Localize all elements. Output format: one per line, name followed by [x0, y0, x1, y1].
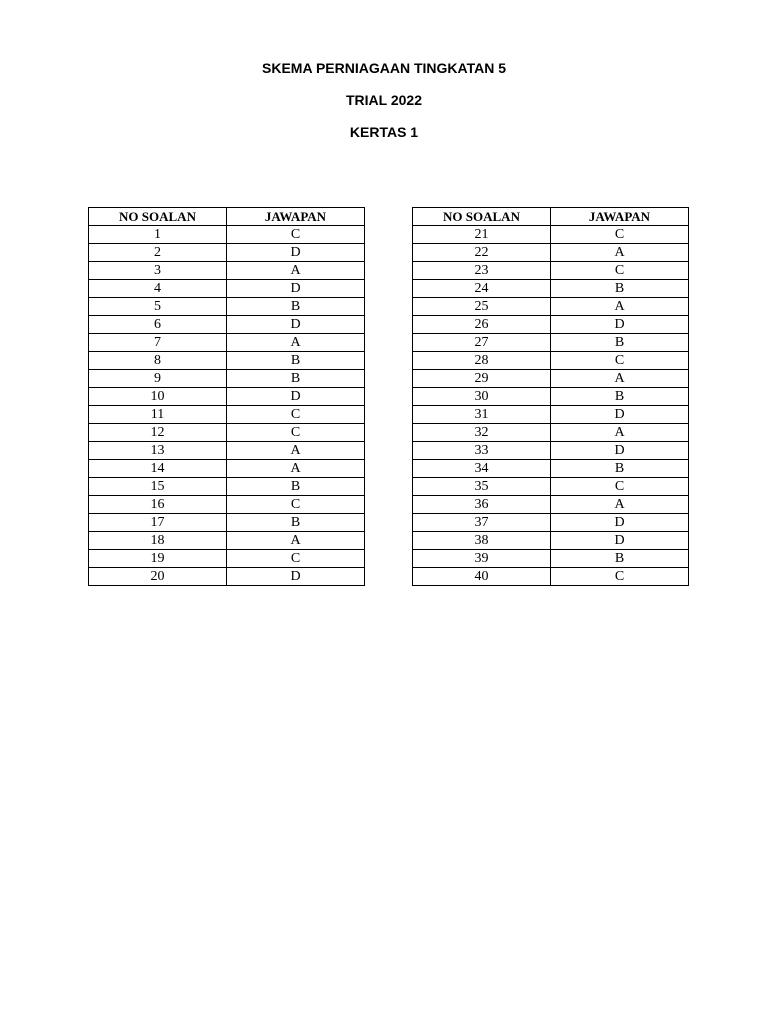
- question-number-cell: 3: [89, 262, 227, 280]
- question-number-cell: 6: [89, 316, 227, 334]
- answer-cell: D: [551, 532, 689, 550]
- table-row: [89, 406, 365, 424]
- question-number-cell: 14: [89, 460, 227, 478]
- table-row: [89, 280, 365, 298]
- table-row: [413, 352, 689, 370]
- question-number-cell: 11: [89, 406, 227, 424]
- table-row: [89, 442, 365, 460]
- table-row: [89, 262, 365, 280]
- table-row: [413, 226, 689, 244]
- question-number-cell: 32: [413, 424, 551, 442]
- question-number-cell: 23: [413, 262, 551, 280]
- question-number-cell: 7: [89, 334, 227, 352]
- question-number-cell: 13: [89, 442, 227, 460]
- answer-cell: D: [551, 406, 689, 424]
- header-answer: JAWAPAN: [551, 208, 689, 226]
- table-row: [413, 280, 689, 298]
- question-number-cell: 26: [413, 316, 551, 334]
- table-row: [413, 532, 689, 550]
- question-number-cell: 19: [89, 550, 227, 568]
- document-subtitle: TRIAL 2022: [346, 92, 422, 108]
- question-number-cell: 12: [89, 424, 227, 442]
- answer-cell: B: [227, 514, 365, 532]
- header-question-number: NO SOALAN: [413, 208, 551, 226]
- question-number-cell: 29: [413, 370, 551, 388]
- table-row: [413, 406, 689, 424]
- question-number-cell: 1: [89, 226, 227, 244]
- answer-cell: B: [227, 352, 365, 370]
- question-number-cell: 34: [413, 460, 551, 478]
- table-row: [413, 460, 689, 478]
- table-row: [89, 532, 365, 550]
- header-answer: JAWAPAN: [227, 208, 365, 226]
- answer-cell: A: [551, 370, 689, 388]
- table-row: [89, 244, 365, 262]
- question-number-cell: 20: [89, 568, 227, 586]
- answer-table-right: [412, 207, 689, 586]
- question-number-cell: 31: [413, 406, 551, 424]
- answer-cell: C: [227, 424, 365, 442]
- answer-cell: D: [227, 280, 365, 298]
- table-row: [89, 226, 365, 244]
- table-row: [413, 388, 689, 406]
- answer-cell: C: [551, 568, 689, 586]
- table-row: [413, 244, 689, 262]
- answer-cell: C: [227, 226, 365, 244]
- answer-cell: A: [227, 532, 365, 550]
- answer-cell: C: [551, 478, 689, 496]
- document-title: SKEMA PERNIAGAAN TINGKATAN 5: [262, 60, 506, 76]
- table-row: [413, 496, 689, 514]
- question-number-cell: 39: [413, 550, 551, 568]
- header-question-number: NO SOALAN: [89, 208, 227, 226]
- question-number-cell: 25: [413, 298, 551, 316]
- answer-cell: A: [227, 334, 365, 352]
- question-number-cell: 28: [413, 352, 551, 370]
- answer-cell: C: [551, 352, 689, 370]
- table-row: [413, 424, 689, 442]
- answer-cell: A: [551, 424, 689, 442]
- table-row: [89, 514, 365, 532]
- question-number-cell: 24: [413, 280, 551, 298]
- table-row: [413, 478, 689, 496]
- question-number-cell: 8: [89, 352, 227, 370]
- answer-cell: B: [227, 298, 365, 316]
- table-row: [89, 316, 365, 334]
- table-row: [413, 442, 689, 460]
- answer-cell: C: [551, 226, 689, 244]
- answer-cell: D: [551, 442, 689, 460]
- table-row: [89, 550, 365, 568]
- table-row: [89, 424, 365, 442]
- question-number-cell: 36: [413, 496, 551, 514]
- answer-cell: B: [551, 550, 689, 568]
- document-paper: KERTAS 1: [349, 124, 419, 140]
- table-row: [89, 388, 365, 406]
- answer-cell: C: [227, 496, 365, 514]
- table-row: [413, 514, 689, 532]
- answer-cell: A: [227, 460, 365, 478]
- question-number-cell: 30: [413, 388, 551, 406]
- table-row: [89, 568, 365, 586]
- question-number-cell: 5: [89, 298, 227, 316]
- table-row: [413, 316, 689, 334]
- question-number-cell: 15: [89, 478, 227, 496]
- table-row: [89, 460, 365, 478]
- question-number-cell: 22: [413, 244, 551, 262]
- table-row: [89, 496, 365, 514]
- question-number-cell: 33: [413, 442, 551, 460]
- question-number-cell: 16: [89, 496, 227, 514]
- answer-cell: D: [227, 388, 365, 406]
- answer-cell: A: [551, 298, 689, 316]
- question-number-cell: 4: [89, 280, 227, 298]
- answer-cell: B: [227, 478, 365, 496]
- answer-cell: B: [227, 370, 365, 388]
- question-number-cell: 35: [413, 478, 551, 496]
- table-row: [89, 352, 365, 370]
- question-number-cell: 2: [89, 244, 227, 262]
- question-number-cell: 40: [413, 568, 551, 586]
- table-row: [413, 550, 689, 568]
- question-number-cell: 37: [413, 514, 551, 532]
- question-number-cell: 27: [413, 334, 551, 352]
- answer-cell: B: [551, 388, 689, 406]
- answer-cell: B: [551, 460, 689, 478]
- answer-cell: C: [227, 550, 365, 568]
- table-header-row: [413, 208, 689, 226]
- table-row: [89, 298, 365, 316]
- answer-cell: D: [551, 316, 689, 334]
- answer-cell: A: [227, 262, 365, 280]
- answer-cell: C: [227, 406, 365, 424]
- answer-cell: D: [551, 514, 689, 532]
- question-number-cell: 21: [413, 226, 551, 244]
- table-row: [89, 334, 365, 352]
- answer-table-left: [88, 207, 365, 586]
- question-number-cell: 18: [89, 532, 227, 550]
- table-row: [413, 568, 689, 586]
- question-number-cell: 38: [413, 532, 551, 550]
- question-number-cell: 10: [89, 388, 227, 406]
- answer-cell: D: [227, 316, 365, 334]
- answer-cell: B: [551, 280, 689, 298]
- table-row: [89, 370, 365, 388]
- answer-cell: A: [551, 244, 689, 262]
- answer-cell: A: [551, 496, 689, 514]
- table-row: [413, 334, 689, 352]
- answer-cell: A: [227, 442, 365, 460]
- answer-cell: D: [227, 244, 365, 262]
- question-number-cell: 17: [89, 514, 227, 532]
- question-number-cell: 9: [89, 370, 227, 388]
- table-header-row: [89, 208, 365, 226]
- table-row: [413, 298, 689, 316]
- answer-cell: D: [227, 568, 365, 586]
- table-row: [413, 370, 689, 388]
- answer-cell: C: [551, 262, 689, 280]
- table-row: [89, 478, 365, 496]
- table-row: [413, 262, 689, 280]
- answer-cell: B: [551, 334, 689, 352]
